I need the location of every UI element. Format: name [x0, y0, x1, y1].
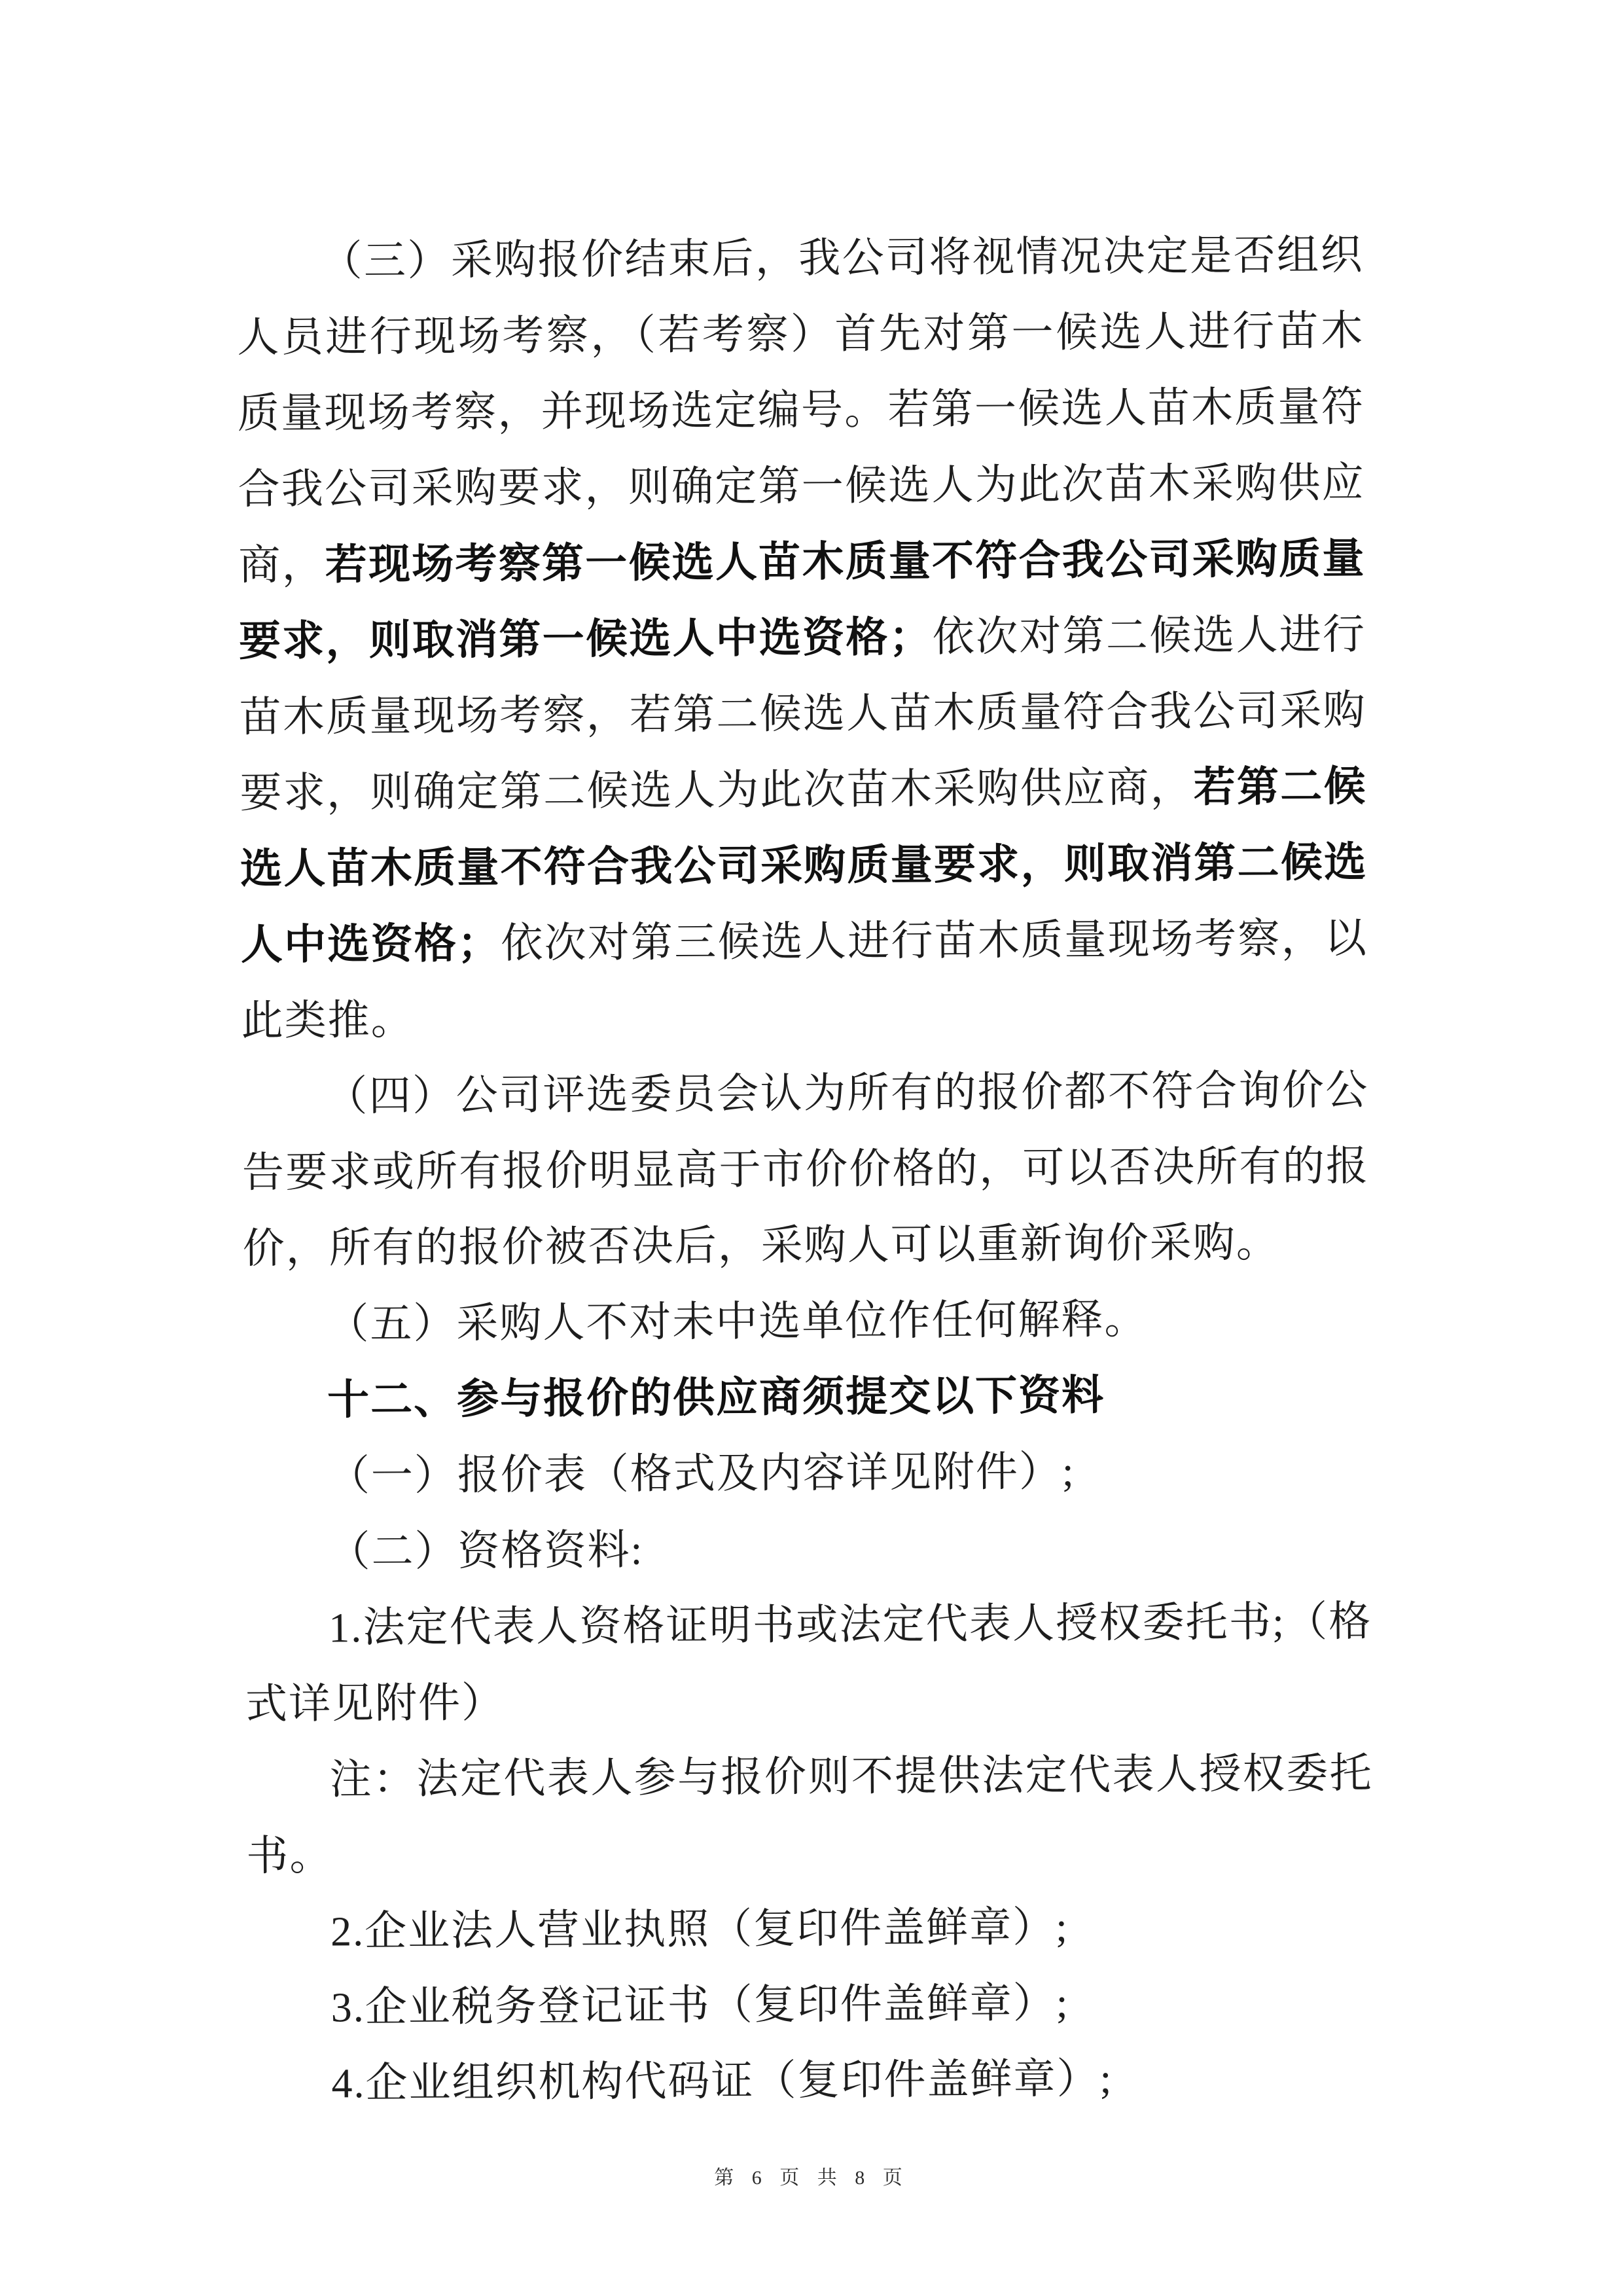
page-footer: [0, 2161, 1623, 2190]
text-run: 1.法定代表人资格证明书或法定代表人授权委托书;（格式详见附件）: [245, 1598, 1372, 1728]
text-run: （四）公司评选委员会认为所有的报价都不符合询价公告要求或所有报价明显高于市价价格的，可以否决所有的报价，所有的报价被否决后，采购人可以重新询价采购。: [241, 1066, 1370, 1272]
paragraph-qualification-3: [247, 1964, 1374, 2047]
document-body: [236, 217, 1375, 2122]
paragraph-item-2: [244, 1508, 1372, 1591]
paragraph-qualification-1: [245, 1584, 1372, 1743]
paragraph-clause-4: [241, 1052, 1370, 1287]
text-run: 3.企业税务登记证书（复印件盖鲜章）;: [330, 1979, 1069, 2031]
text-run: 依次对第三候选人进行苗木质量现场考察，以此类推。: [241, 914, 1368, 1045]
paragraph-item-1: [243, 1432, 1371, 1515]
text-run: 注：法定代表人参与报价则不提供法定代表人授权委托书。: [246, 1749, 1373, 1880]
paragraph-clause-5: [243, 1280, 1370, 1363]
bold-text-run: 十二、参与报价的供应商须提交以下资料: [327, 1372, 1105, 1424]
bold-text-run: 若现场考察第一候选人苗木质量不符合我公司采购质量要求，则取消第一候选人中选资格；: [238, 535, 1366, 665]
text-run: （二）资格资料:: [328, 1526, 644, 1575]
text-run: （一）报价表（格式及内容详见附件）;: [327, 1448, 1075, 1499]
text-run: 4.企业组织机构代码证（复印件盖鲜章）;: [331, 2055, 1113, 2107]
text-run: （三）采购报价结束后，我公司将视情况决定是否组织人员进行现场考察，（若考察）首先对第一候选人进行苗木质量现场考察，并现场选定编号。若第一候选人苗木质量符合我公司采购要求，则确定第一候选人为此次苗木采购供应商，: [237, 231, 1365, 589]
bold-text-run: 若第二候选人苗木质量不符合我公司采购质量要求，则取消第二候选人中选资格；: [240, 762, 1368, 969]
text-run: 2.企业法人营业执照（复印件盖鲜章）;: [330, 1903, 1069, 1955]
paragraph-qualification-2: [247, 1888, 1374, 1971]
text-run: （五）采购人不对未中选单位作任何解释。: [327, 1295, 1148, 1348]
paragraph-section-12-heading: [243, 1356, 1371, 1439]
paragraph-clause-3: [236, 217, 1368, 1059]
paragraph-qualification-note: [245, 1736, 1373, 1895]
text-run: 依次对第二候选人进行苗木质量现场考察，若第二候选人苗木质量符合我公司采购要求，则确定第二候选人为此次苗木采购供应商，: [239, 611, 1366, 817]
paragraph-qualification-4: [247, 2039, 1375, 2123]
page-number-text: 第 6 页 共 8 页: [714, 2167, 909, 2189]
